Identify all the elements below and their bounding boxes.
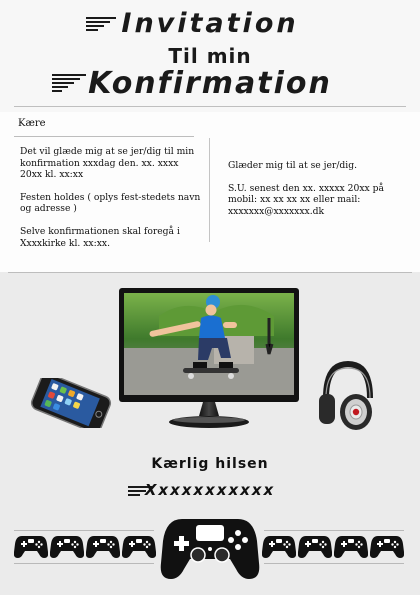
monitor-icon bbox=[119, 288, 299, 430]
church-paragraph: Selve konfirmationen skal foregå i Xxxxkirke kl. xx:xx. bbox=[20, 225, 180, 249]
game-controller-icon bbox=[14, 533, 48, 559]
speed-lines-icon bbox=[86, 17, 116, 33]
title-til-min: Til min bbox=[168, 44, 252, 68]
divider bbox=[264, 563, 404, 564]
game-controller-icon bbox=[298, 533, 332, 559]
title-block bbox=[0, 0, 420, 112]
game-controller-icon bbox=[262, 533, 296, 559]
salutation: Kære bbox=[18, 118, 46, 129]
looking-forward-paragraph: Glæder mig til at se jer/dig. bbox=[228, 160, 358, 171]
divider bbox=[264, 530, 404, 531]
game-controller-icon bbox=[370, 533, 404, 559]
game-controller-icon bbox=[160, 513, 260, 583]
closing-greeting: Kærlig hilsen bbox=[151, 456, 269, 472]
letter-left-column bbox=[20, 146, 202, 260]
letter-block bbox=[0, 112, 420, 272]
invitation-paragraph: Det vil glæde mig at se jer/dig til min konfirmation xxxdag den. xx. xxxx 20xx kl. xx:xx bbox=[20, 146, 195, 181]
divider bbox=[14, 106, 406, 107]
divider bbox=[14, 563, 154, 564]
game-controller-icon bbox=[334, 533, 368, 559]
smartphone-icon bbox=[30, 378, 112, 428]
venue-paragraph: Festen holdes ( oplys fest-stedets navn og adresse ) bbox=[20, 191, 201, 215]
title-invitation: Invitation bbox=[0, 8, 420, 39]
game-controller-icon bbox=[122, 533, 156, 559]
divider bbox=[8, 272, 412, 273]
headphones-icon bbox=[316, 360, 378, 432]
game-controller-icon bbox=[86, 533, 120, 559]
rsvp-paragraph: S.U. senest den xx. xxxxx 20xx på mobil: xx xx xx xx eller mail: xxxxxxx@xxxxxxx.dk bbox=[228, 182, 384, 217]
game-controller-icon bbox=[50, 533, 84, 559]
title-konfirmation: Konfirmation bbox=[0, 66, 420, 101]
column-divider bbox=[209, 138, 210, 242]
divider bbox=[14, 530, 154, 531]
divider bbox=[14, 136, 194, 137]
speed-lines-icon bbox=[52, 74, 86, 94]
letter-right-column bbox=[228, 160, 408, 228]
signature-name: Xxxxxxxxxxx bbox=[0, 481, 420, 499]
